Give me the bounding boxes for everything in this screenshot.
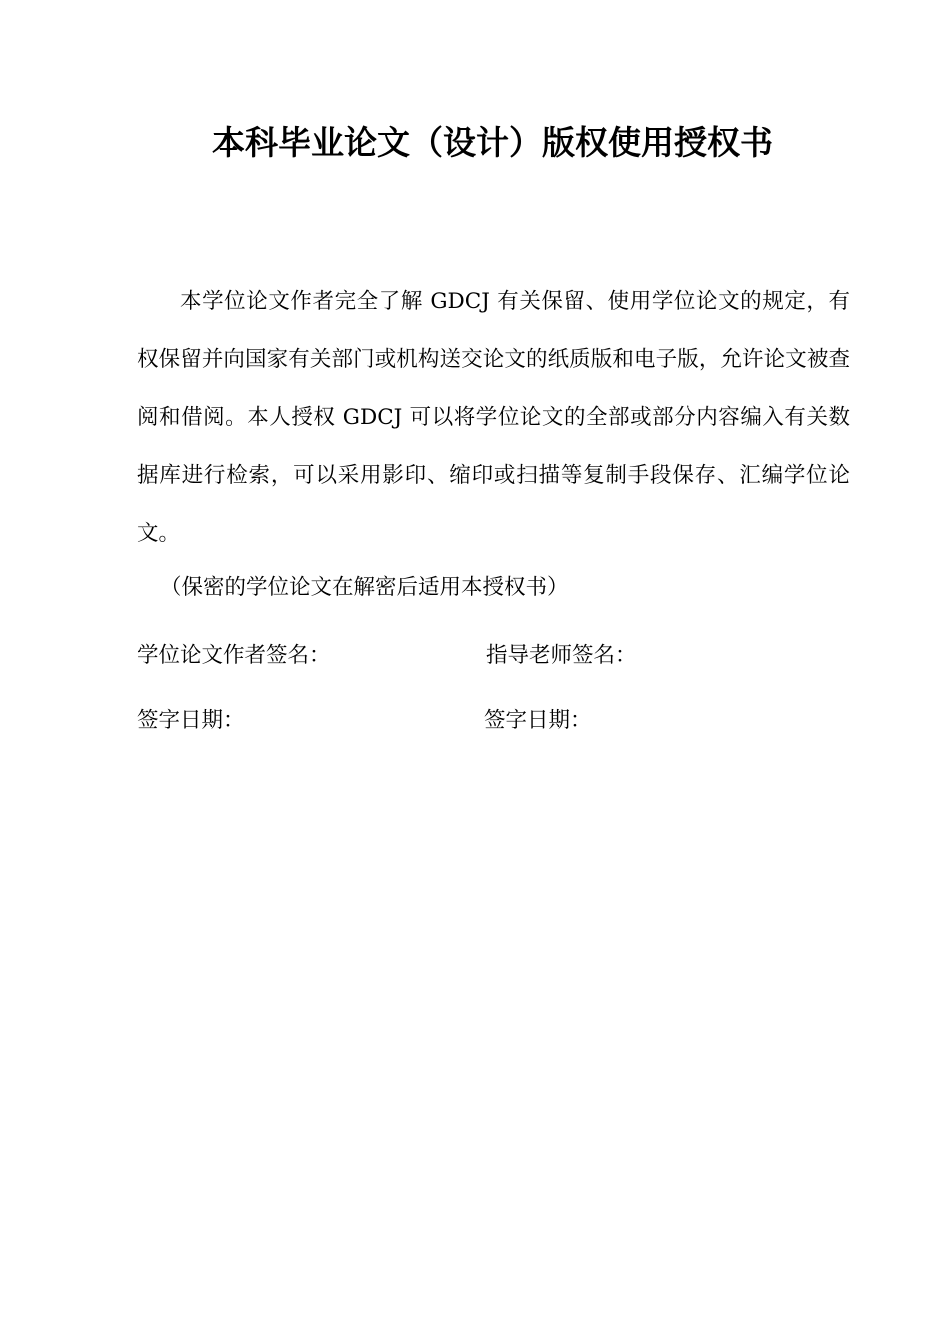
advisor-signature-label: 指导老师签名： bbox=[486, 643, 637, 668]
author-signature-label: 学位论文作者签名： bbox=[137, 643, 331, 668]
author-date-label: 签字日期： bbox=[137, 708, 245, 733]
confidential-note: （保密的学位论文在解密后适用本授权书） bbox=[160, 575, 569, 600]
authorization-statement: 本学位论文作者完全了解 GDCJ 有关保留、使用学位论文的规定，有权保留并向国家有关部门或机构送交论文的纸质版和电子版，允许论文被查阅和借阅。本人授权 GDCJ 可以将学位论文的全部或部分内容编入有关数据库进行检索，可以采用影印、缩印或扫描等复制手段保存、汇编学位论文。 bbox=[137, 289, 850, 546]
advisor-date-label: 签字日期： bbox=[484, 708, 592, 733]
document-title: 本科毕业论文（设计）版权使用授权书 bbox=[212, 123, 773, 162]
